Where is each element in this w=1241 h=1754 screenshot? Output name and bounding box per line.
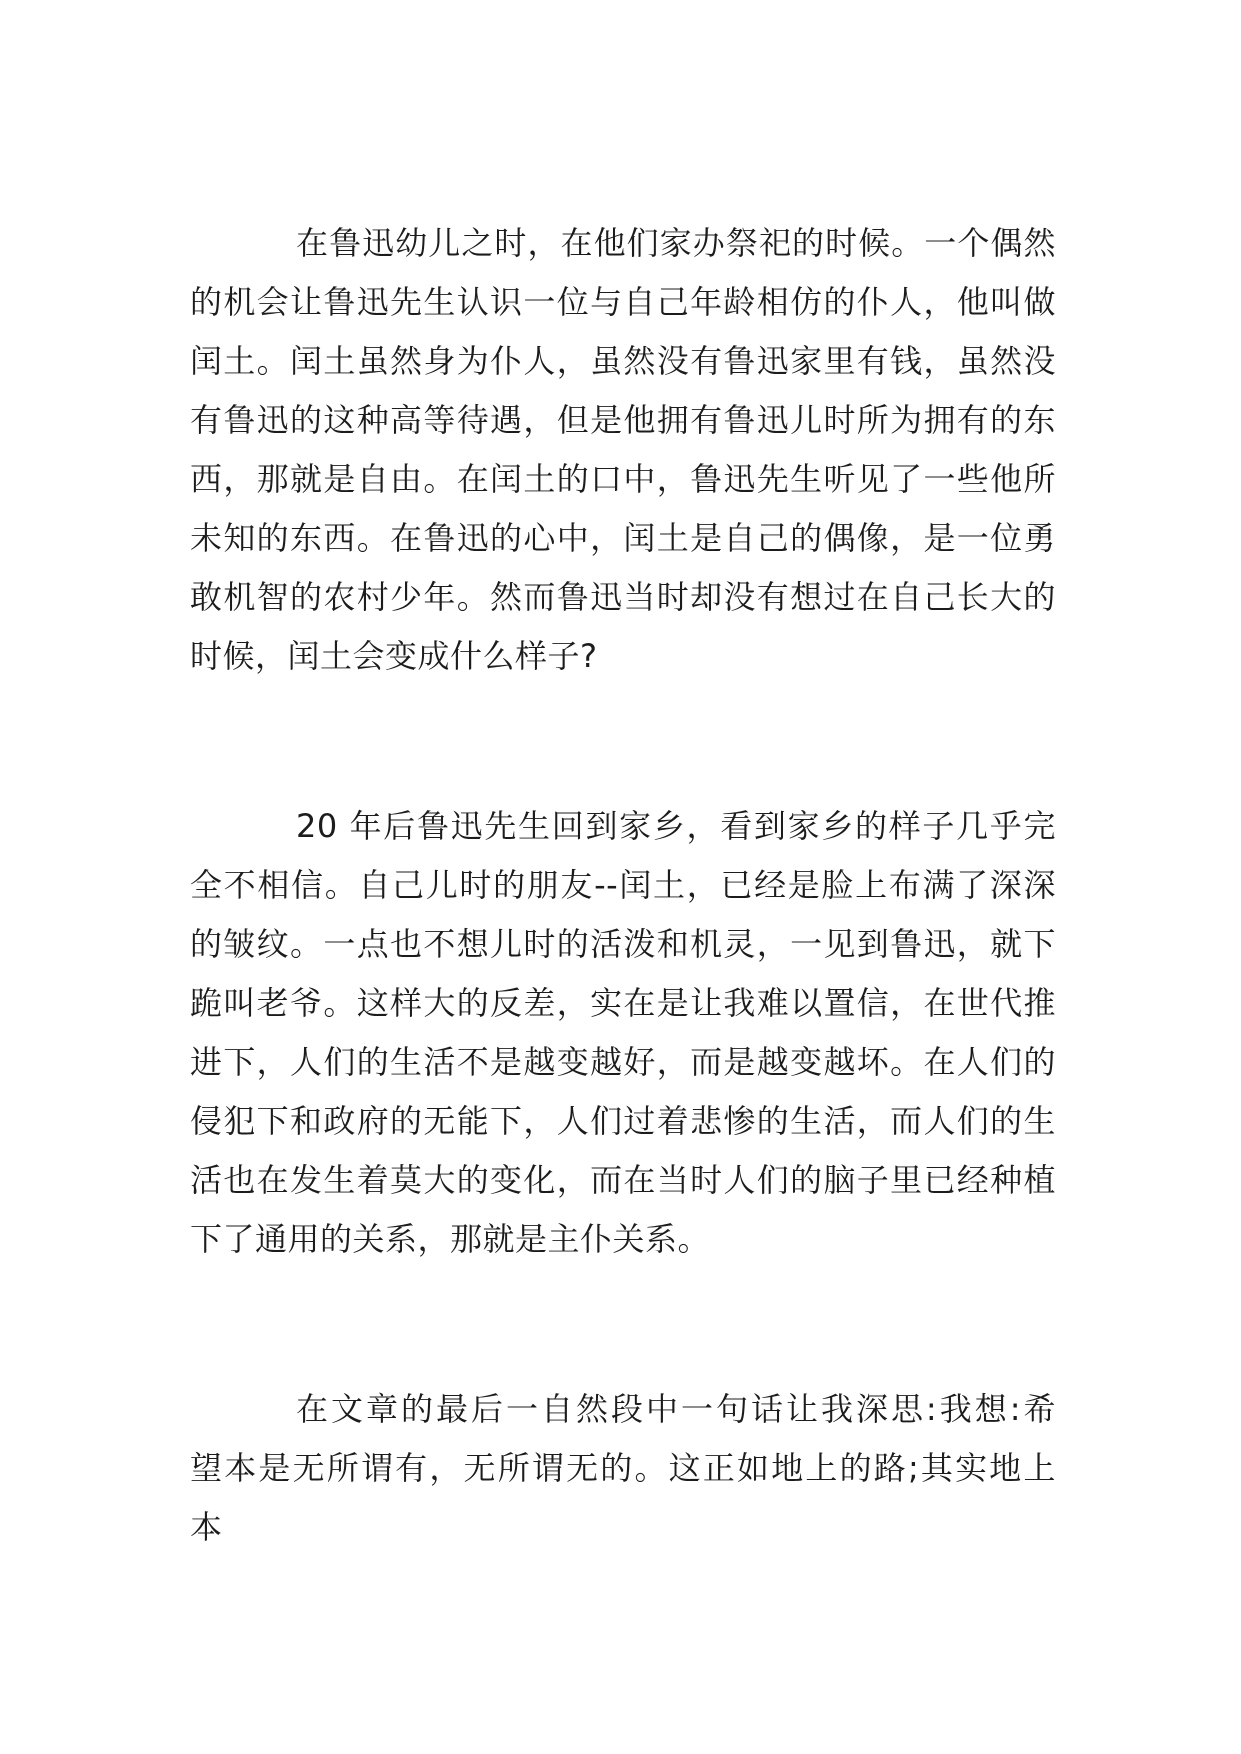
paragraph-1	[190, 214, 1056, 686]
paragraph-line: 20 年后鲁迅先生回到家乡，看到家乡的样子几乎完	[296, 807, 1056, 845]
paragraph-line: 进下，人们的生活不是越变越好，而是越变越坏。在人们的	[190, 1043, 1056, 1081]
paragraph-line: 时候，闰土会变成什么样子?	[190, 637, 598, 675]
paragraph-line: 跪叫老爷。这样大的反差，实在是让我难以置信，在世代推	[190, 984, 1056, 1022]
paragraph-line: 西，那就是自由。在闰土的口中，鲁迅先生听见了一些他所	[190, 460, 1056, 498]
paragraph-line: 在文章的最后一自然段中一句话让我深思:我想:希	[296, 1390, 1056, 1428]
paragraph-line: 敢机智的农村少年。然而鲁迅当时却没有想过在自己长大的	[190, 578, 1056, 616]
paragraph-line: 本	[190, 1508, 223, 1546]
paragraph-line: 下了通用的关系，那就是主仆关系。	[190, 1220, 711, 1258]
paragraph-line: 全不相信。自己儿时的朋友--闰土，已经是脸上布满了深深	[190, 866, 1056, 904]
paragraph-line: 的皱纹。一点也不想儿时的活泼和机灵，一见到鲁迅，就下	[190, 925, 1056, 963]
paragraph-line: 闰土。闰土虽然身为仆人，虽然没有鲁迅家里有钱，虽然没	[190, 342, 1056, 380]
paragraph-line: 望本是无所谓有，无所谓无的。这正如地上的路;其实地上	[190, 1449, 1056, 1487]
paragraph-2	[190, 797, 1056, 1269]
paragraph-line: 有鲁迅的这种高等待遇，但是他拥有鲁迅儿时所为拥有的东	[190, 401, 1056, 439]
paragraph-line: 未知的东西。在鲁迅的心中，闰土是自己的偶像，是一位勇	[190, 519, 1056, 557]
paragraph-line: 在鲁迅幼儿之时，在他们家办祭祀的时候。一个偶然	[296, 224, 1056, 262]
paragraph-line: 的机会让鲁迅先生认识一位与自己年龄相仿的仆人，他叫做	[190, 283, 1056, 321]
paragraph-3	[190, 1380, 1056, 1557]
paragraph-line: 活也在发生着莫大的变化，而在当时人们的脑子里已经种植	[190, 1161, 1056, 1199]
paragraph-line: 侵犯下和政府的无能下，人们过着悲惨的生活，而人们的生	[190, 1102, 1056, 1140]
